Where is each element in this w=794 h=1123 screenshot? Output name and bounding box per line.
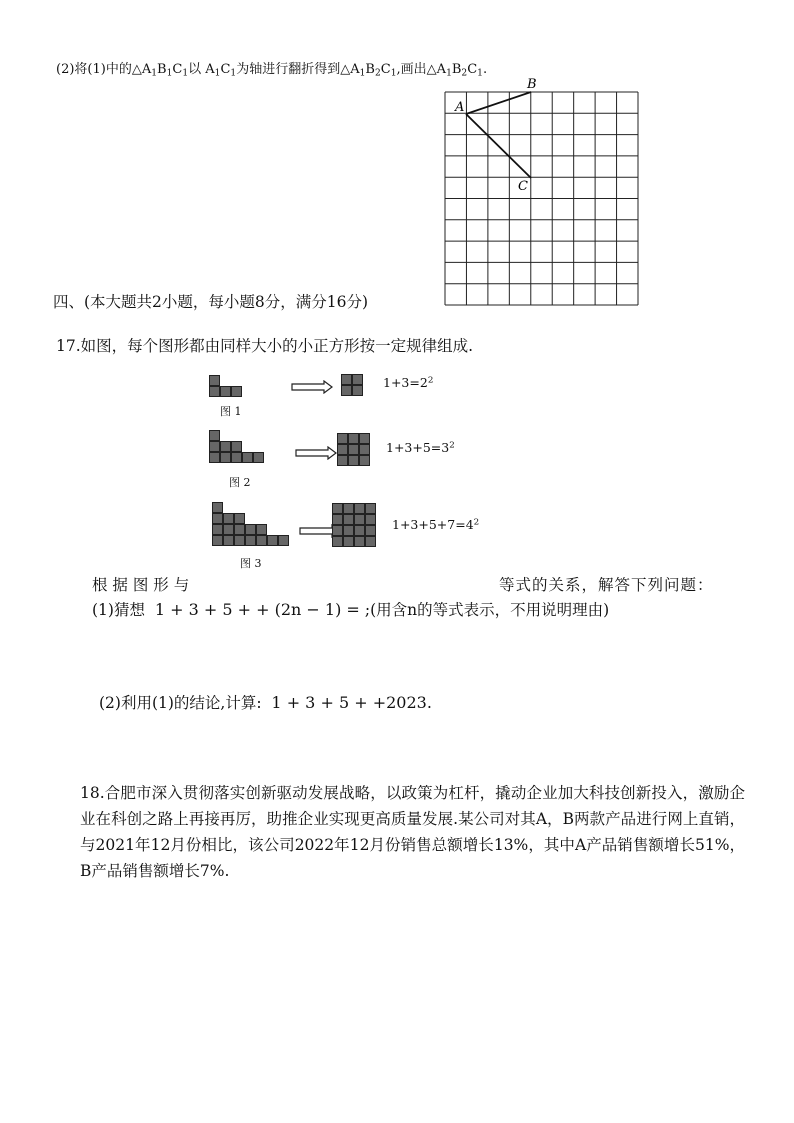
section-heading: 四、(本大题共2小题，每小题8分，满分16分) (53, 293, 369, 311)
label-b: B (527, 77, 537, 92)
segment-ab (466, 92, 531, 114)
arrow-icon (294, 446, 338, 460)
relation-text-left: 根 据 图 形 与 (92, 576, 190, 594)
figure-3-caption: 图 3 (240, 557, 262, 570)
coordinate-grid-figure (444, 70, 644, 314)
equation-1: $1+3=2^2$ (383, 375, 434, 390)
grid-svg (444, 70, 644, 310)
equation-2: $1+3+5=3^2$ (386, 440, 455, 455)
segment-ac (466, 114, 531, 178)
q17-part1: (1)猜想 1 + 3 + 5 + + (2n − 1) = ;(用含n的等式表示，不用说明理由) (92, 600, 610, 619)
equation-3: $1+3+5+7=4^2$ (392, 517, 480, 532)
arrow-icon (290, 380, 334, 394)
figure-1-caption: 图 1 (220, 405, 242, 418)
q16-part2-text: (2)将(1)中的$\triangle A_1B_1C_1$以 $A_1C_1$为轴进行翻折得到$\triangle A_1B_2C_1$,画出$\triangle A_1B_2C_1$. (56, 62, 488, 79)
label-c: C (518, 179, 528, 194)
q18-text: 18.合肥市深入贯彻落实创新驱动发展战略，以政策为杠杆，撬动企业加大科技创新投入，激励企业在科创之路上再接再厉，助推企业实现更高质量发展.某公司对其A，B两款产品进行网上直销，与2021年12月份相比，该公司2022年12月份销售总额增长13%，其中A产品销售额增长51%，B产品销售额增长7%. (80, 784, 745, 880)
q17-intro: 17.如图，每个图形都由同样大小的小正方形按一定规律组成. (56, 337, 474, 355)
figure-2-caption: 图 2 (229, 476, 251, 489)
label-a: A (455, 100, 465, 115)
q17-part2: (2)利用(1)的结论,计算: 1 + 3 + 5 + +2023. (99, 693, 432, 712)
relation-text-right: 等式的关系，解答下列问题： (499, 576, 714, 594)
